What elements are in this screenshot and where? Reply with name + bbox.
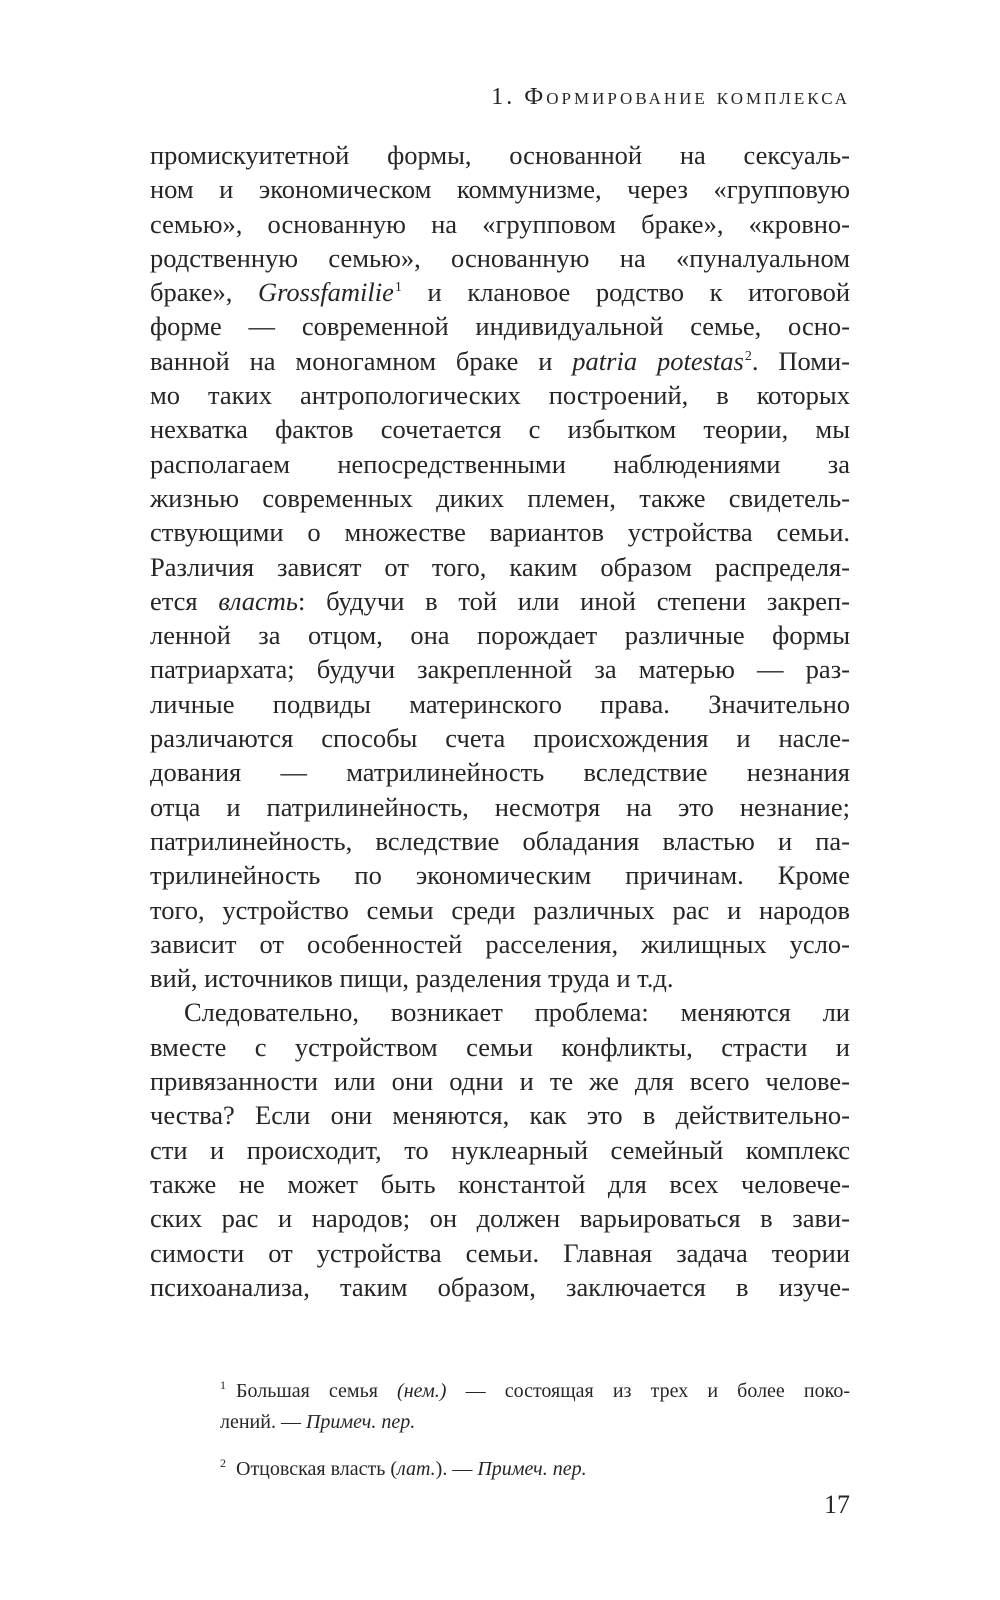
footnote-1-cont [220, 1407, 850, 1438]
text-run: и клановое родство к итоговой [401, 277, 851, 308]
text-line: ленной за отцом, она порождает различные формы [150, 620, 850, 651]
page-number: 17 [824, 1490, 850, 1519]
text-line: промискуитетной формы, основанной на сексуаль- [150, 140, 850, 170]
text-run: . Поми- [751, 345, 850, 376]
footnote-2 [220, 1454, 850, 1485]
text-line: психоанализа, таким образом, заключается в изуче- [150, 1271, 850, 1302]
body-text [150, 138, 850, 1304]
text-line: различаются способы счета происхождения и насле- [150, 723, 850, 754]
text-line: ном и экономическом коммунизме, через «групповую [150, 174, 850, 205]
footnotes [220, 1376, 850, 1485]
text-line: симости от устройства семьи. Главная задача теории [150, 1237, 850, 1268]
footnote-gap [220, 1438, 850, 1454]
text-line: личные подвиды материнского права. Значительно [150, 688, 850, 719]
text-line: дования — матрилинейность вследствие незнания [150, 757, 850, 788]
text-line: нехватка фактов сочетается с избытком теории, мы [150, 414, 850, 445]
text-line: ских рас и народов; он должен варьироваться в зави- [150, 1203, 850, 1234]
footnote-italic: Примеч. пер. [305, 1411, 416, 1433]
text-line [150, 584, 850, 618]
text-line: семью», основанную на «групповом браке», «кровно- [150, 208, 850, 239]
text-line: жизнью современных диких племен, также свидетель- [150, 482, 850, 513]
text-run: ется [150, 585, 219, 616]
text-line: располагаем непосредственными наблюдениями за [150, 448, 850, 479]
italic-term: власть [218, 585, 298, 616]
footnote-number: 2 [220, 1456, 226, 1471]
text-line: вместе с устройством семьи конфликты, страсти и [150, 1031, 850, 1062]
text-run: : будучи в той или иной степени закреп- [297, 585, 850, 616]
text-run: браке», [150, 277, 258, 308]
footnote-italic: (нем.) [397, 1380, 447, 1402]
text-line: трилинейность по экономическим причинам. Кроме [150, 860, 850, 891]
paragraph-start-line: Следовательно, возникает проблема: меняются ли [184, 997, 850, 1028]
running-head: 1. Формирование комплекса [491, 84, 850, 110]
italic-term: Grossfamilie [257, 277, 394, 308]
text-line: Различия зависят от того, каким образом распределя- [150, 551, 850, 582]
footnote-text: ). — [435, 1458, 478, 1480]
text-line: отца и патрилинейность, несмотря на это незнание; [150, 791, 850, 822]
text-line: патрилинейность, вследствие обладания властью и па- [150, 825, 850, 856]
footnote-ref: 2 [744, 348, 752, 364]
text-run: ванной на моногамном браке и [150, 345, 573, 376]
text-line: мо таких антропологических построений, в которых [150, 380, 850, 411]
text-line: также не может быть константой для всех человече- [150, 1168, 850, 1199]
text-line: патриархата; будучи закрепленной за матерью — раз- [150, 654, 850, 685]
text-line [150, 275, 850, 309]
text-line: ствующими о множестве вариантов устройства семьи. [150, 517, 850, 548]
footnote-text: Большая семья [236, 1380, 398, 1402]
text-line: форме — современной индивидуальной семье, осно- [150, 311, 850, 342]
text-line: чества? Если они меняются, как это в действительно- [150, 1100, 850, 1131]
text-line: привязанности или они одни и те же для всего челове- [150, 1066, 850, 1097]
text-line: того, устройство семьи среди различных рас и народов [150, 894, 850, 925]
footnote-text: — состоящая из трех и более поко- [446, 1380, 850, 1402]
footnote-italic: Примеч. пер. [477, 1458, 587, 1480]
italic-term: patria potestas [572, 345, 744, 376]
footnote-italic: лат. [397, 1458, 436, 1480]
text-line [150, 344, 850, 378]
text-line: вий, источников пищи, разделения труда и т.д. [150, 963, 674, 994]
footnote-ref: 1 [394, 280, 402, 296]
text-line: родственную семью», основанную на «пуналуальном [150, 242, 850, 273]
footnote-1 [220, 1376, 850, 1407]
footnote-number: 1 [220, 1378, 226, 1393]
text-line: сти и происходит, то нуклеарный семейный комплекс [150, 1134, 850, 1165]
footnote-text: лений. — [220, 1411, 306, 1433]
text-line: зависит от особенностей расселения, жилищных усло- [150, 928, 850, 959]
footnote-text: Отцовская власть ( [236, 1458, 398, 1480]
